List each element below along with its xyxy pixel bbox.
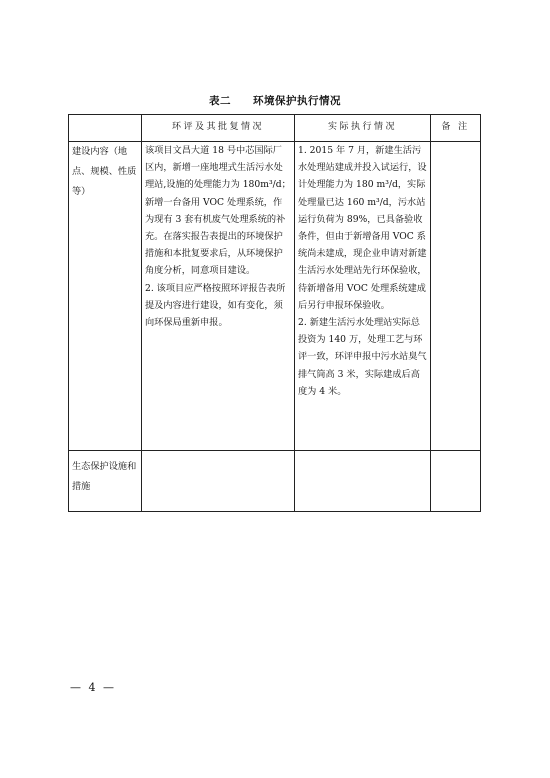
header-blank-cell bbox=[69, 115, 142, 142]
actual-cell-construction bbox=[295, 142, 431, 451]
row-label-construction: 建设内容（地点、规模、性质等） bbox=[69, 142, 142, 451]
actual-paragraph-1: 1. 2015 年 7 月，新建生活污水处理站建成并投入试运行，设计处理能力为 180 m³/d，实际处理量已达 160 m³/d，污水站运行负荷为 89%，已具备验收条件，但由于新增备用 VOC 系统尚未建成，现企业申请对新建生活污水处理站先行环保验收，待新增备用 VOC 处理系统建成后另行申报环保验收。 bbox=[298, 145, 427, 311]
approval-paragraph-1: 该项目文昌大道 18 号中芯国际厂区内，新增一座地埋式生活污水处理站,设施的处理能力为 180m³/d；新增一台备用 VOC 处理系统，作为现有 3 套有机废气处理系统的补充。在落实报告表提出的环境保护措施和本批复要求后，从环境保护角度分析，同意项目建设。 bbox=[145, 145, 291, 277]
remarks-cell-ecological bbox=[431, 451, 481, 512]
actual-paragraph-2: 2. 新建生活污水处理站实际总投资为 140 万，处理工艺与环评一致，环评申报中污水站臭气排气筒高 3 米，实际建成后高度为 4 米。 bbox=[298, 317, 427, 397]
header-remarks: 备 注 bbox=[431, 115, 481, 142]
approval-paragraph-2: 2. 该项目应严格按照环评报告表所提及内容进行建设，如有变化，须向环保局重新申报。 bbox=[145, 282, 286, 329]
row-label-ecological: 生态保护设施和措施 bbox=[69, 451, 142, 512]
table-header-row bbox=[69, 115, 481, 142]
header-approval: 环评及其批复情况 bbox=[142, 115, 295, 142]
remarks-cell-construction bbox=[431, 142, 481, 451]
approval-cell-construction bbox=[142, 142, 295, 451]
table-row-ecological-protection bbox=[69, 451, 481, 512]
table-title: 表二 环境保护执行情况 bbox=[209, 95, 341, 107]
environmental-protection-table bbox=[68, 114, 481, 512]
page-number: — 4 — bbox=[70, 681, 116, 694]
actual-cell-ecological bbox=[295, 451, 431, 512]
approval-cell-ecological bbox=[142, 451, 295, 512]
table-row-construction-content bbox=[69, 142, 481, 451]
header-actual: 实际执行情况 bbox=[295, 115, 431, 142]
